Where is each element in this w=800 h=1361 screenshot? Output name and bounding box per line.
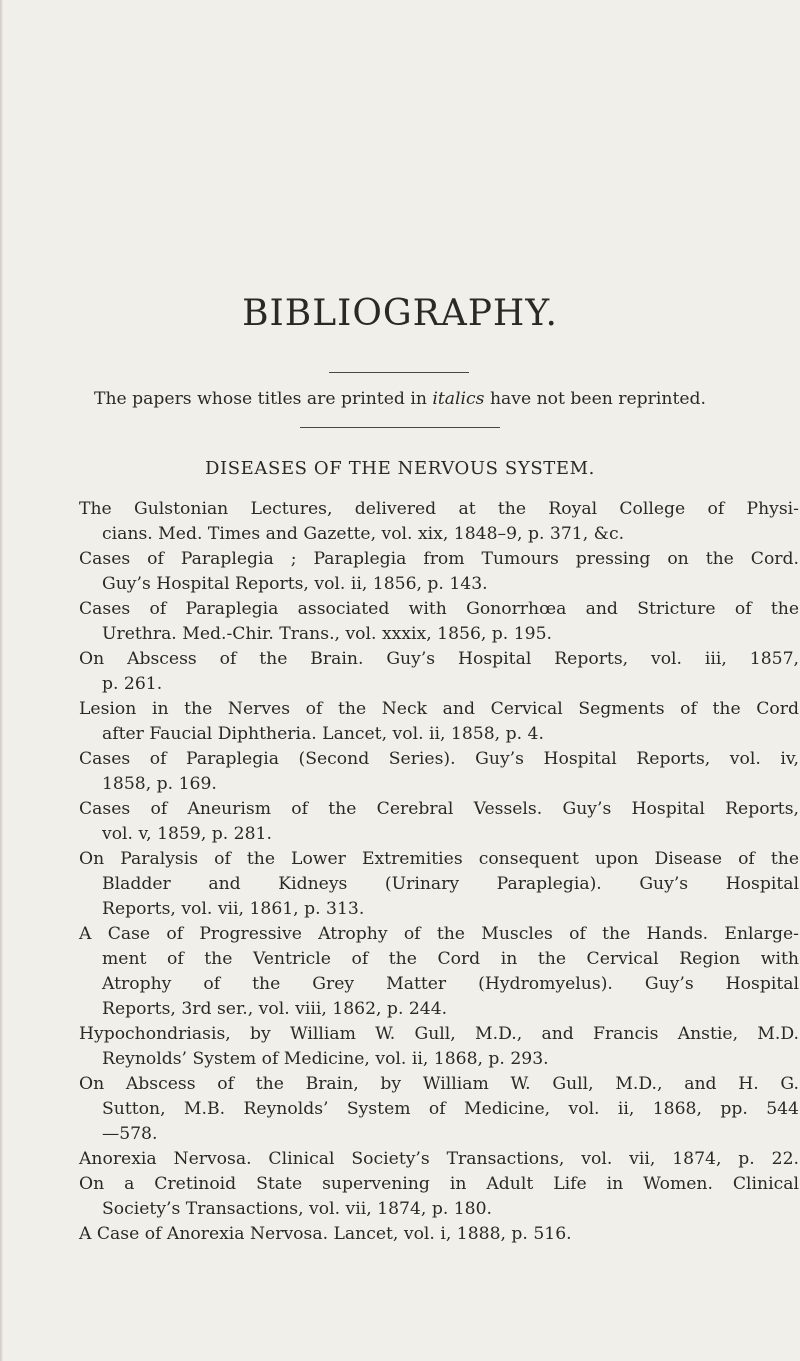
- entry-line: p. 261.: [102, 674, 163, 694]
- italics-note-emph: italics: [432, 389, 485, 409]
- entry-line: cians. Med. Times and Gazette, vol. xix, 1848–9, p. 371, &c.: [102, 524, 625, 544]
- entry-line: 1858, p. 169.: [102, 774, 217, 794]
- entry-line: Lesion in the Nerves of the Neck and Cervical Segments of the Cord: [79, 699, 799, 719]
- entry-line: Cases of Paraplegia (Second Series). Guy’s Hospital Reports, vol. iv,: [79, 749, 799, 769]
- page-title: BIBLIOGRAPHY.: [242, 293, 558, 334]
- italics-note-after: have not been reprinted.: [484, 389, 706, 409]
- italics-note-before: The papers whose titles are printed in: [93, 389, 433, 409]
- entry-line: Sutton, M.B. Reynolds’ System of Medicine, vol. ii, 1868, pp. 544: [102, 1099, 799, 1119]
- entry-line: On a Cretinoid State supervening in Adult Life in Women. Clinical: [79, 1174, 799, 1194]
- entry-line: Reports, 3rd ser., vol. viii, 1862, p. 244.: [102, 999, 448, 1019]
- section-heading: DISEASES OF THE NERVOUS SYSTEM.: [205, 458, 595, 479]
- entry-line: Cases of Aneurism of the Cerebral Vessels. Guy’s Hospital Reports,: [79, 799, 799, 819]
- entry-line: A Case of Progressive Atrophy of the Muscles of the Hands. Enlarge-: [79, 924, 799, 944]
- entry-line: Urethra. Med.-Chir. Trans., vol. xxxix, 1856, p. 195.: [102, 624, 553, 644]
- entry-line: Cases of Paraplegia associated with Gonorrhœa and Stricture of the: [79, 599, 799, 619]
- entry-line: Guy’s Hospital Reports, vol. ii, 1856, p. 143.: [102, 574, 488, 594]
- entry-line: Bladder and Kidneys (Urinary Paraplegia). Guy’s Hospital: [102, 874, 799, 894]
- entry-line: Society’s Transactions, vol. vii, 1874, p. 180.: [102, 1199, 493, 1219]
- entry-line: On Abscess of the Brain. Guy’s Hospital Reports, vol. iii, 1857,: [79, 649, 799, 669]
- entry-line: The Gulstonian Lectures, delivered at the Royal College of Physi-: [79, 499, 799, 519]
- entry-line: vol. v, 1859, p. 281.: [102, 824, 272, 844]
- entry-line: Anorexia Nervosa. Clinical Society’s Transactions, vol. vii, 1874, p. 22.: [79, 1149, 799, 1169]
- entry-line: A Case of Anorexia Nervosa. Lancet, vol. i, 1888, p. 516.: [79, 1224, 572, 1244]
- entry-line: On Abscess of the Brain, by William W. Gull, M.D., and H. G.: [79, 1074, 799, 1094]
- entry-line: —578.: [102, 1124, 158, 1144]
- entry-line: Cases of Paraplegia ; Paraplegia from Tumours pressing on the Cord.: [79, 549, 799, 569]
- entry-line: Reports, vol. vii, 1861, p. 313.: [102, 899, 365, 919]
- entry-line: Reynolds’ System of Medicine, vol. ii, 1868, p. 293.: [102, 1049, 549, 1069]
- entry-line: On Paralysis of the Lower Extremities consequent upon Disease of the: [79, 849, 799, 869]
- entry-line: ment of the Ventricle of the Cord in the Cervical Region with: [102, 949, 799, 969]
- entry-line: Hypochondriasis, by William W. Gull, M.D., and Francis Anstie, M.D.: [79, 1024, 799, 1044]
- entry-line: Atrophy of the Grey Matter (Hydromyelus). Guy’s Hospital: [102, 974, 799, 994]
- entry-line: after Faucial Diphtheria. Lancet, vol. ii, 1858, p. 4.: [102, 724, 544, 744]
